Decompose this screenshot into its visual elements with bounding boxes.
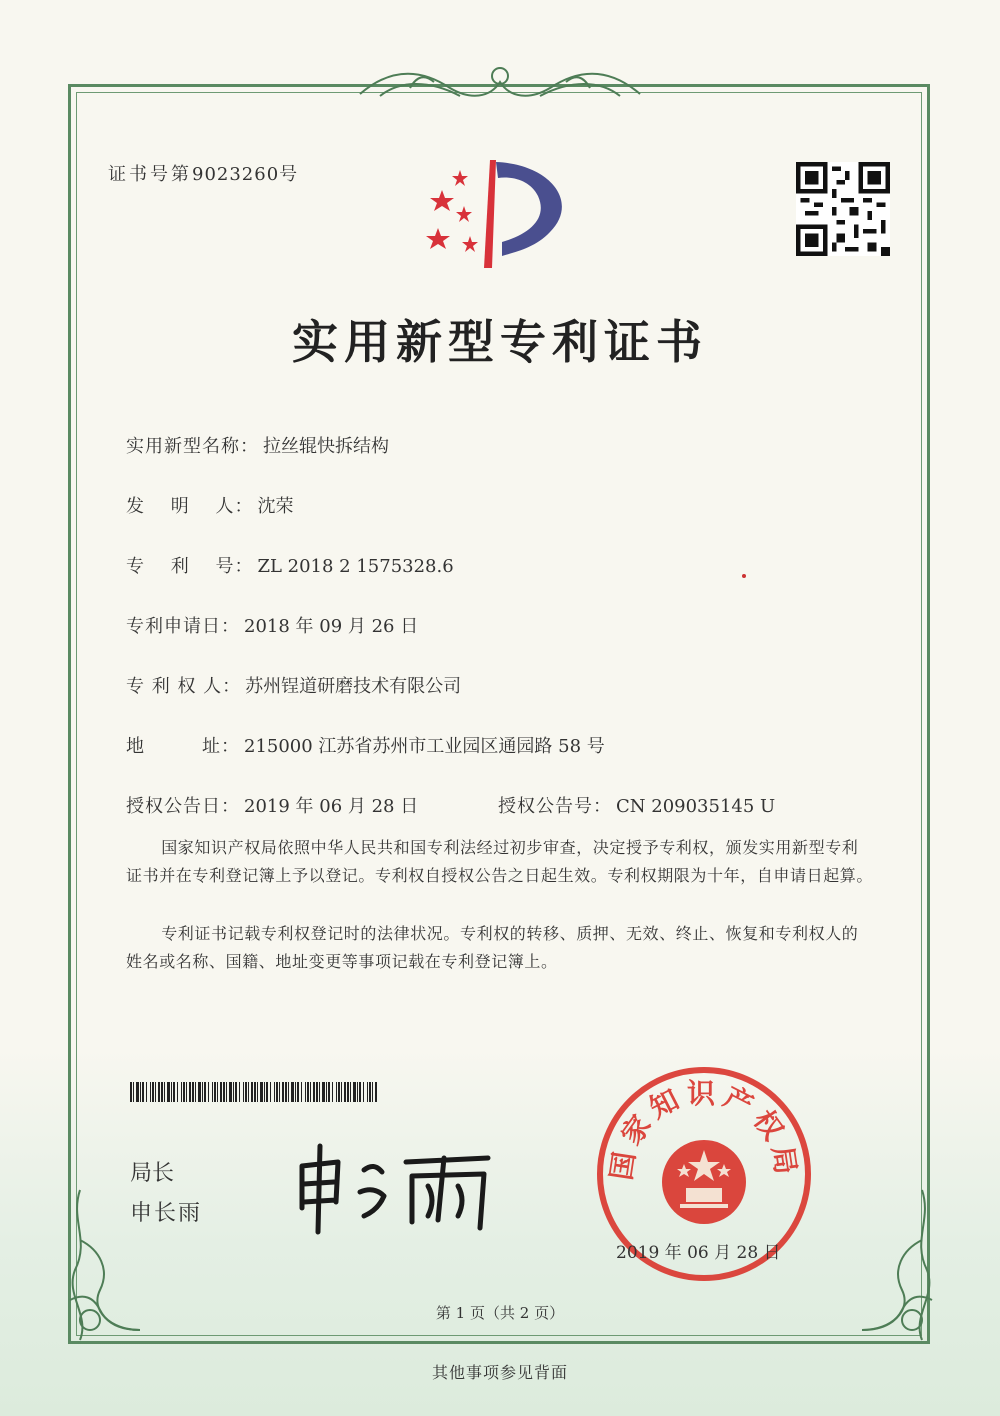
qr-code: [796, 162, 890, 256]
footer-note: 其他事项参见背面: [431, 1363, 568, 1382]
bottom-right-ornament: [822, 1180, 942, 1350]
red-mark: [742, 574, 746, 578]
field-address: [126, 732, 605, 758]
certificate-number-label: 证书号第: [108, 164, 192, 185]
barcode: [130, 1082, 378, 1102]
field-utility-model-name: [126, 432, 389, 458]
field-label: 实用新型名称：: [126, 436, 259, 457]
field-label: 专利申请日：: [126, 616, 240, 637]
field-value: 沈荣: [257, 496, 294, 517]
body-paragraph-2: 专利证书记载专利权登记时的法律状况。专利权的转移、质押、无效、终止、恢复和专利权人的姓名或名称、国籍、地址变更等事项记载在专利登记簿上。: [126, 924, 859, 971]
field-patentee: [126, 672, 461, 698]
field-value: 拉丝辊快拆结构: [263, 436, 389, 457]
field-application-date: [126, 612, 418, 638]
certificate-number-value: 9023260: [192, 164, 280, 185]
field-value: ZL 2018 2 1575328.6: [257, 556, 454, 577]
field-inventor: [126, 492, 293, 518]
field-announcement-number: [498, 792, 775, 818]
field-value: 2019 年 06 月 28 日: [244, 796, 419, 817]
field-label: 专 利 权 人：: [126, 676, 242, 697]
field-grant-date: [126, 792, 418, 818]
director-title: 局长: [130, 1161, 175, 1186]
top-ornament: [350, 58, 650, 108]
field-label: 授权公告号：: [498, 796, 612, 817]
seal-date: 2019 年 06 月 28 日: [616, 1243, 781, 1263]
director-name: 申长雨: [130, 1201, 203, 1226]
certificate-number: [108, 160, 300, 186]
field-label: 授权公告日：: [126, 796, 240, 817]
field-label: 地 址：: [126, 736, 240, 757]
field-label: 发 明 人：: [126, 496, 254, 517]
field-value: 215000 江苏省苏州市工业园区通园路 58 号: [244, 736, 605, 757]
patent-office-logo: [420, 152, 580, 272]
field-value: 苏州锃道研磨技术有限公司: [245, 676, 462, 697]
certificate-number-suffix: 号: [279, 164, 301, 185]
certificate-title: 实用新型专利证书: [292, 315, 708, 369]
director-signature: [288, 1136, 508, 1236]
field-value: CN 209035145 U: [616, 796, 776, 817]
field-patent-number: [126, 552, 454, 578]
body-paragraph-1: 国家知识产权局依照中华人民共和国专利法经过初步审查，决定授予专利权，颁发实用新型专利证书并在专利登记簿上予以登记。专利权自授权公告之日起生效。专利权期限为十年，自申请日起算。: [126, 838, 874, 885]
seal-text: 国家知识产权局: [604, 1077, 804, 1183]
field-value: 2018 年 09 月 26 日: [244, 616, 419, 637]
field-label: 专 利 号：: [126, 556, 254, 577]
page-number: 第 1 页（共 2 页）: [435, 1304, 565, 1322]
